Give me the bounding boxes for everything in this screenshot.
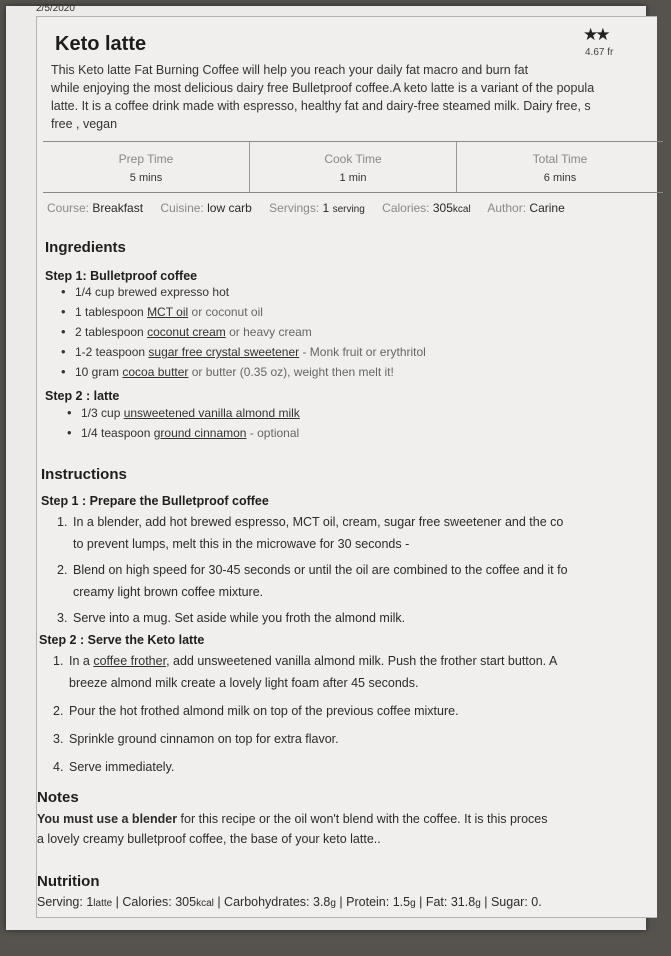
- instruction-text: breeze almond milk create a lovely light foam after 45 seconds.: [69, 676, 419, 690]
- summary-line: This Keto latte Fat Burning Coffee will help you reach your daily fat macro and burn fat: [51, 63, 529, 77]
- servings-value: [323, 201, 365, 215]
- printed-page: [6, 3, 646, 930]
- instruction-text: In a blender, add hot brewed espresso, MCT oil, cream, sugar free sweetener and the co: [73, 515, 564, 529]
- instruction-item: [53, 728, 557, 750]
- prep-time-label: Prep Time: [118, 152, 174, 166]
- ingredient-text: 1/3 cup: [81, 406, 124, 420]
- ingredient-item: [67, 405, 300, 425]
- summary-line: latte. It is a coffee drink made with espresso, healthy fat and dairy-free steamed milk. Dairy free, s: [51, 99, 591, 113]
- nutrition-unit: g: [410, 898, 416, 909]
- instruction-text: Serve into a mug. Set aside while you froth the almond milk.: [73, 611, 406, 625]
- notes-body: [37, 809, 547, 849]
- nutrition-unit: latte: [93, 898, 113, 909]
- instruction-text: Sprinkle ground cinnamon on top for extra flavor.: [69, 732, 339, 746]
- ingredients-step1-list: [61, 284, 426, 384]
- nutrition-value: 305: [175, 895, 197, 909]
- nutrition-label: | Carbohydrates:: [213, 895, 313, 909]
- ingredient-item: [61, 304, 426, 324]
- nutrition-value: 31.8: [450, 895, 476, 909]
- nutrition-unit: kcal: [196, 898, 214, 909]
- instruction-number: 2.: [57, 563, 68, 577]
- instruction-item: [53, 650, 557, 694]
- instructions-step1-list: [57, 511, 568, 629]
- ingredient-link-sweetener[interactable]: sugar free crystal sweetener: [148, 345, 300, 359]
- times-table: [43, 141, 663, 193]
- nutrition-label: | Calories:: [112, 895, 176, 909]
- notes-heading: Notes: [37, 789, 79, 806]
- ingredient-text: 1/4 teaspoon: [81, 426, 154, 440]
- ingredients-step2-title: Step 2 : latte: [45, 389, 120, 403]
- calories-unit: kcal: [452, 204, 471, 215]
- author-value: Carine: [529, 201, 565, 215]
- recipe-summary: [51, 61, 671, 133]
- servings-label: Servings:: [269, 201, 320, 215]
- notes-line: [37, 809, 547, 829]
- nutrition-label: Serving:: [37, 895, 87, 909]
- ingredient-text: 1/4 cup brewed expresso hot: [75, 285, 230, 299]
- instruction-number: 3.: [53, 732, 64, 746]
- ingredient-note: or coconut oil: [188, 305, 263, 319]
- nutrition-value: 1.5: [392, 895, 411, 909]
- recipe-title: Keto latte: [55, 33, 147, 55]
- instruction-number: 1.: [53, 654, 64, 668]
- nutrition-facts: [37, 895, 542, 909]
- notes-text: for this recipe or the oil won't blend with the coffee. It is this proces: [177, 812, 548, 826]
- servings-unit: serving: [332, 204, 365, 215]
- ingredient-text: 10 gram: [75, 365, 123, 379]
- instruction-text: creamy light brown coffee mixture.: [73, 585, 264, 599]
- print-date: 2/5/2020: [36, 3, 75, 14]
- summary-line: while enjoying the most delicious dairy free Bulletproof coffee.A keto latte is a variant of the popula: [51, 81, 595, 95]
- ingredient-item: [61, 324, 426, 344]
- instruction-item: [53, 756, 557, 778]
- ingredient-link-coconut-cream[interactable]: coconut cream: [147, 325, 226, 339]
- nutrition-unit: g: [330, 898, 336, 909]
- instruction-item: [57, 511, 568, 555]
- ingredient-link-cocoa-butter[interactable]: cocoa butter: [122, 365, 189, 379]
- instructions-step1-title: Step 1 : Prepare the Bulletproof coffee: [41, 494, 269, 508]
- course-value: Breakfast: [92, 201, 144, 215]
- instruction-text: Pour the hot frothed almond milk on top of the previous coffee mixture.: [69, 704, 459, 718]
- calories-value: [433, 201, 471, 215]
- instructions-step2-list: [53, 650, 557, 778]
- instruction-text: In a: [69, 654, 94, 668]
- ingredient-text: 1 tablespoon: [75, 305, 148, 319]
- instruction-number: 4.: [53, 760, 64, 774]
- ingredient-note: or heavy cream: [225, 325, 312, 339]
- instruction-text: to prevent lumps, melt this in the microwave for 30 seconds -: [73, 537, 410, 551]
- coffee-frother-link[interactable]: coffee frother: [93, 654, 167, 668]
- ingredient-note: - Monk fruit or erythritol: [299, 345, 426, 359]
- instructions-heading: Instructions: [41, 466, 127, 483]
- summary-line: free , vegan: [51, 117, 118, 131]
- notes-emphasis: You must use a blender: [37, 812, 178, 826]
- instruction-number: 2.: [53, 704, 64, 718]
- ingredient-text: 2 tablespoon: [75, 325, 148, 339]
- cook-time-label: Cook Time: [324, 152, 382, 166]
- author-label: Author:: [487, 201, 527, 215]
- notes-line: a lovely creamy bulletproof coffee, the base of your keto latte..: [37, 832, 381, 846]
- nutrition-label: | Sugar:: [480, 895, 532, 909]
- recipe-card: [36, 16, 657, 918]
- cuisine-label: Cuisine:: [160, 201, 204, 215]
- ingredient-note: or butter (0.35 oz), weight then melt it!: [188, 365, 394, 379]
- ingredient-item: [61, 364, 426, 384]
- instruction-item: [57, 559, 568, 603]
- nutrition-value: 0.: [531, 895, 542, 909]
- instruction-item: [57, 607, 568, 629]
- cook-time-value: 1 min: [339, 172, 367, 184]
- ingredient-item: [61, 284, 426, 304]
- nutrition-value: 3.8: [313, 895, 331, 909]
- ingredient-note: - optional: [246, 426, 300, 440]
- servings-number: 1: [322, 201, 330, 215]
- nutrition-unit: g: [475, 898, 481, 909]
- star-rating-icon: ★★: [583, 25, 608, 44]
- ingredients-step1-title: Step 1: Bulletproof coffee: [45, 269, 198, 283]
- prep-time-cell: [43, 142, 250, 192]
- ingredients-heading: Ingredients: [45, 239, 126, 256]
- total-time-value: 6 mins: [543, 172, 577, 184]
- cuisine-value: low carb: [207, 201, 252, 215]
- nutrition-label: | Fat:: [415, 895, 451, 909]
- instruction-number: 1.: [57, 515, 68, 529]
- instructions-step2-title: Step 2 : Serve the Keto latte: [39, 633, 205, 647]
- ingredient-item: [61, 344, 426, 364]
- ingredient-item: [67, 425, 300, 445]
- total-time-label: Total Time: [532, 152, 588, 166]
- ingredient-link-almond-milk[interactable]: unsweetened vanilla almond milk: [123, 406, 300, 420]
- prep-time-value: 5 mins: [129, 172, 163, 184]
- instruction-text: Blend on high speed for 30-45 seconds or until the oil are combined to the coffee and it fo: [73, 563, 568, 577]
- instruction-text: , add unsweetened vanilla almond milk. Push the frother start button. A: [166, 654, 558, 668]
- cook-time-cell: [250, 142, 457, 192]
- ingredients-step2-list: [67, 405, 300, 445]
- calories-number: 305: [432, 201, 453, 215]
- nutrition-label: | Protein:: [335, 895, 393, 909]
- ingredient-link-mct-oil[interactable]: MCT oil: [147, 305, 189, 319]
- recipe-meta: [47, 201, 579, 215]
- ingredient-link-cinnamon[interactable]: ground cinnamon: [153, 426, 247, 440]
- course-label: Course:: [47, 201, 90, 215]
- instruction-number: 3.: [57, 611, 68, 625]
- ingredient-text: 1-2 teaspoon: [75, 345, 149, 359]
- calories-label: Calories:: [382, 201, 430, 215]
- rating-text: 4.67 fr: [585, 47, 614, 58]
- instruction-item: [53, 700, 557, 722]
- nutrition-value: 1: [86, 895, 94, 909]
- nutrition-heading: Nutrition: [37, 873, 100, 890]
- instruction-text: Serve immediately.: [69, 760, 175, 774]
- total-time-cell: [457, 142, 663, 192]
